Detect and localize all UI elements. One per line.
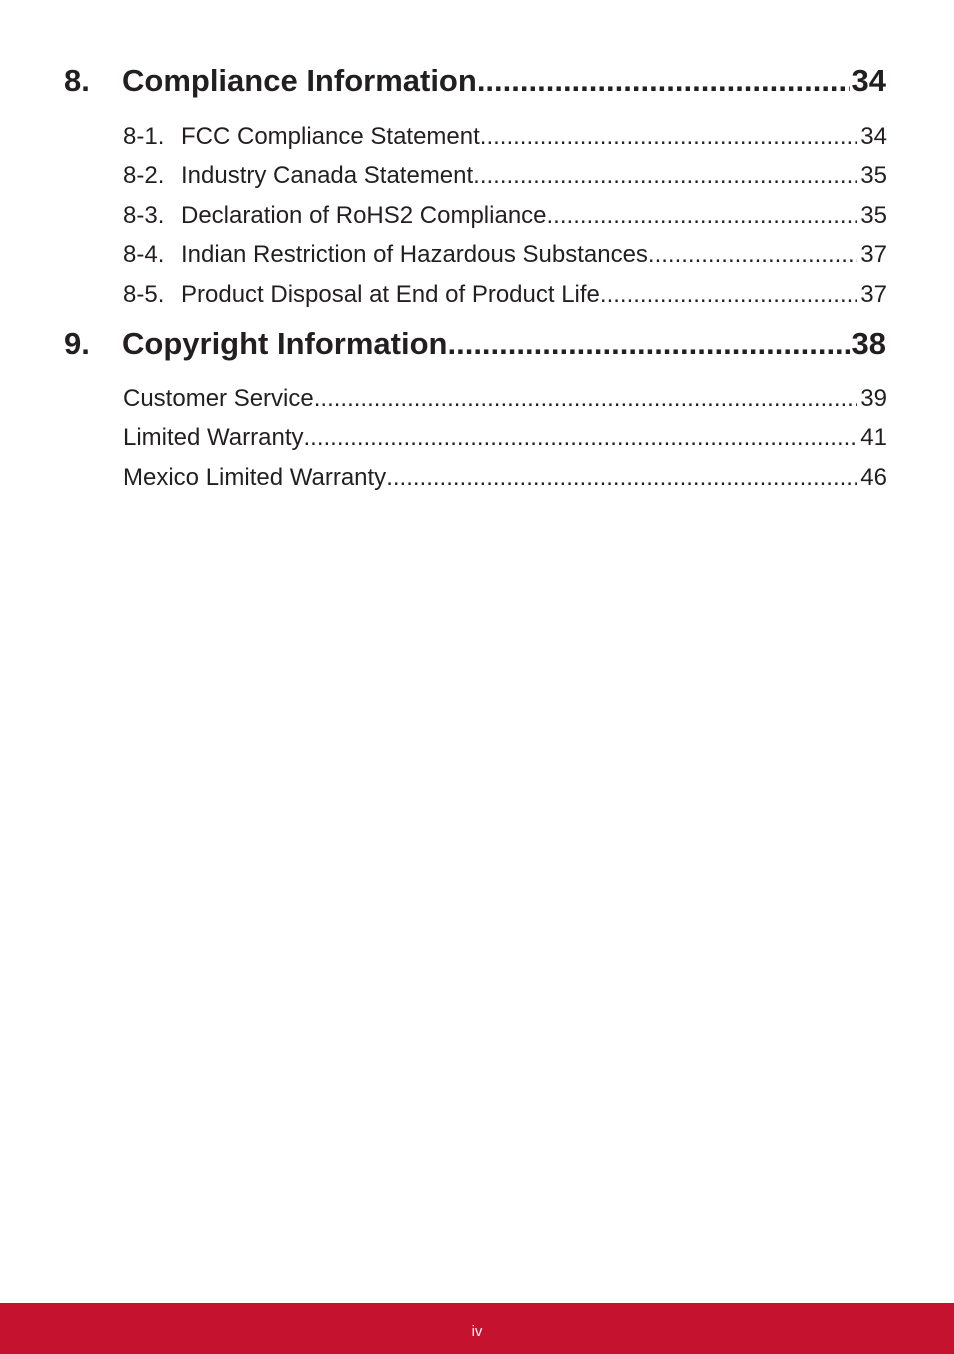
chapter-number: 9. xyxy=(64,326,90,361)
entry-title: Industry Canada Statement xyxy=(181,162,474,189)
toc-chapter-compliance[interactable] xyxy=(64,61,886,101)
chapter-page-number: 34 xyxy=(851,63,886,98)
entry-title: Customer Service xyxy=(123,385,314,412)
toc-chapter-copyright[interactable] xyxy=(64,324,886,364)
chapter-number: 8. xyxy=(64,63,90,98)
entry-page-number: 46 xyxy=(860,464,887,491)
toc-entry[interactable] xyxy=(123,122,887,152)
page-number: iv xyxy=(471,1323,483,1340)
entry-number: 8-1. xyxy=(123,123,165,150)
toc-entry[interactable] xyxy=(123,201,887,231)
entry-title: Declaration of RoHS2 Compliance xyxy=(181,202,547,229)
toc-entry[interactable] xyxy=(123,423,887,453)
dot-leader xyxy=(648,240,857,270)
toc-entry[interactable] xyxy=(123,463,887,493)
entry-number: 8-2. xyxy=(123,162,165,189)
dot-leader xyxy=(386,463,857,493)
entry-page-number: 37 xyxy=(860,281,887,308)
dot-leader xyxy=(447,324,849,364)
entry-page-number: 35 xyxy=(860,202,887,229)
entry-page-number: 37 xyxy=(860,241,887,268)
toc-entry[interactable] xyxy=(123,240,887,270)
toc-entry[interactable] xyxy=(123,161,887,191)
entry-number: 8-4. xyxy=(123,241,165,268)
entry-title: Mexico Limited Warranty xyxy=(123,464,387,491)
entry-page-number: 35 xyxy=(860,162,887,189)
chapter-page-number: 38 xyxy=(851,326,886,361)
entry-number: 8-3. xyxy=(123,202,165,229)
dot-leader xyxy=(477,61,850,101)
entry-page-number: 41 xyxy=(860,424,887,451)
entry-title: Product Disposal at End of Product Life xyxy=(181,281,600,308)
entry-title: FCC Compliance Statement xyxy=(181,123,480,150)
chapter-title: Compliance Information xyxy=(122,63,477,98)
entry-number: 8-5. xyxy=(123,281,165,308)
entry-title: Limited Warranty xyxy=(123,424,304,451)
dot-leader xyxy=(600,280,857,310)
dot-leader xyxy=(547,201,858,231)
entry-title: Indian Restriction of Hazardous Substances xyxy=(181,241,648,268)
chapter-title: Copyright Information xyxy=(122,326,448,361)
toc-entry[interactable] xyxy=(123,280,887,310)
dot-leader xyxy=(480,122,858,152)
entry-page-number: 39 xyxy=(860,385,887,412)
dot-leader xyxy=(314,384,858,414)
footer-bar xyxy=(0,1303,954,1354)
entry-page-number: 34 xyxy=(860,123,887,150)
dot-leader xyxy=(304,423,858,453)
dot-leader xyxy=(473,161,857,191)
toc-entry[interactable] xyxy=(123,384,887,414)
